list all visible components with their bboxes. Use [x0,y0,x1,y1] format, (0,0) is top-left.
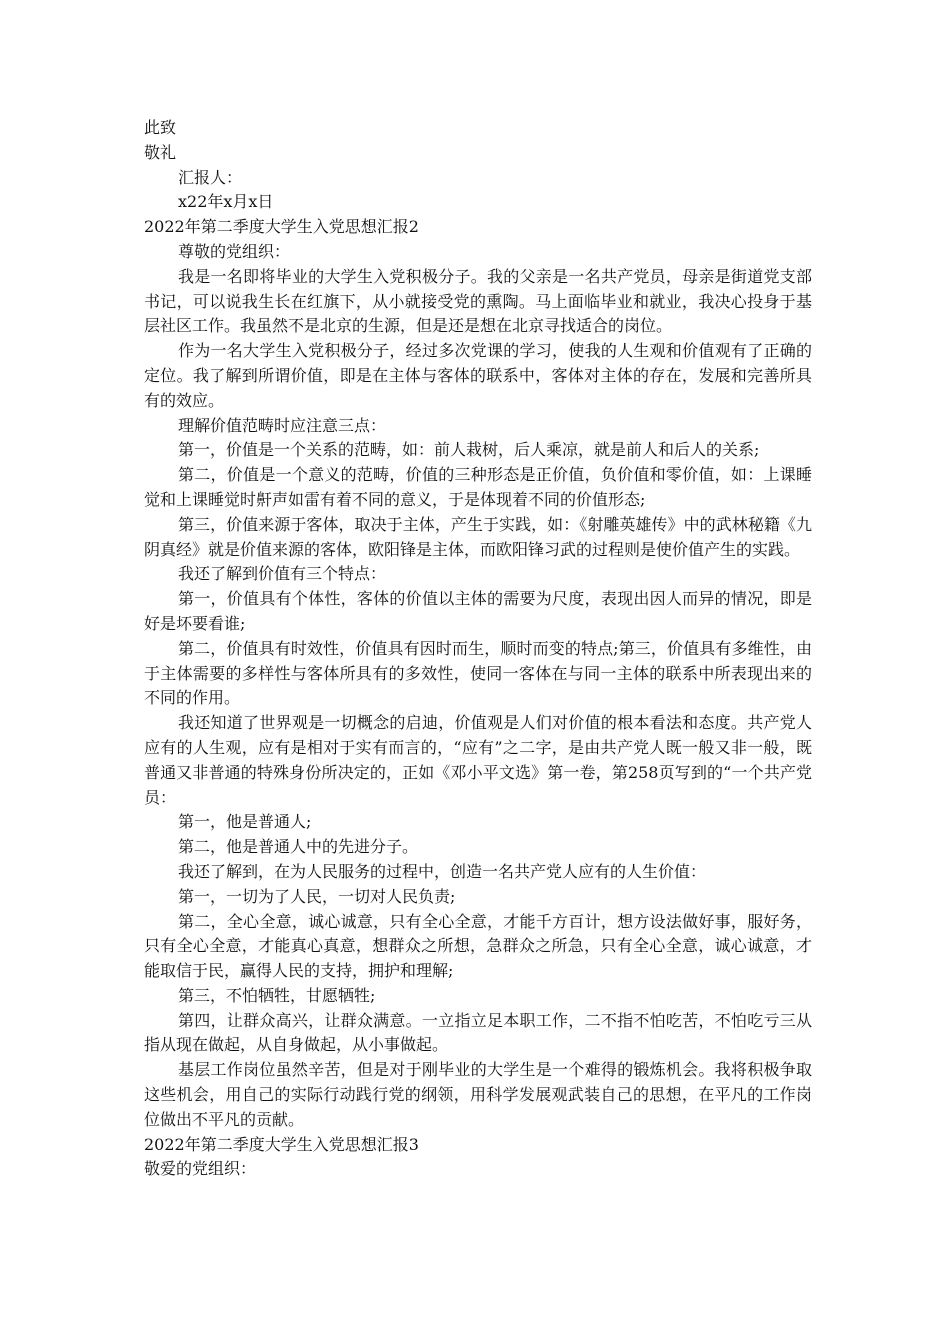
paragraph: 第一，他是普通人; [178,812,312,832]
paragraph: 第四，让群众高兴，让群众满意。一立指立足本职工作，二不指不怕吃苦，不怕吃亏三从指从现在做起，从自身做起，从小事做起。 [144,1010,812,1055]
document-body [144,116,812,1182]
paragraph: 第二，价值是一个意义的范畴，价值的三种形态是正价值，负价值和零价值，如：上课睡觉和上课睡觉时鼾声如雷有着不同的意义，于是体现着不同的价值形态; [144,465,812,509]
paragraph: 第一，价值是一个关系的范畴，如：前人栽树，后人乘凉，就是前人和后人的关系; [178,440,760,460]
report2-title: 2022年第二季度大学生入党思想汇报2 [144,217,419,237]
reporter-label: 汇报人： [178,167,243,187]
report2-salutation: 尊敬的党组织： [178,241,291,261]
paragraph: 基层工作岗位虽然辛苦，但是对于刚毕业的大学生是一个难得的锻炼机会。我将积极争取这些机会，用自己的实际行动践行党的纲领，用科学发展观武装自己的思想，在平凡的工作岗位做出不平凡的贡献。 [144,1060,812,1129]
paragraph: 第三，价值来源于客体，取决于主体，产生于实践，如：《射雕英雄传》中的武林秘籍《九阴真经》就是价值来源的客体，欧阳锋是主体，而欧阳锋习武的过程则是使价值产生的实践。 [144,514,812,559]
closing-line-cizhi: 此致 [144,118,177,137]
paragraph: 第二，全心全意，诚心诚意，只有全心全意，才能千方百计，想方设法做好事，服好务，只有全心全意，才能真心真意，想群众之所想，急群众之所急，只有全心全意，诚心诚意，才能取信于民，赢得人民的支持，拥护和理解; [144,911,812,981]
report3-title: 2022年第二季度大学生入党思想汇报3 [144,1134,419,1154]
paragraph: 第二，价值具有时效性，价值具有因时而生，顺时而变的特点;第三，价值具有多维性，由于主体需要的多样性与客体所具有的多效性，使同一客体在与同一主体的联系中所表现出来的不同的作用。 [144,638,812,708]
report3-salutation: 敬爱的党组织： [144,1159,257,1179]
closing-line-jingli: 敬礼 [144,142,177,162]
report-date: x22年x月x日 [178,192,274,212]
paragraph: 我还了解到价值有三个特点： [178,564,387,584]
paragraph: 我还了解到，在为人民服务的过程中，创造一名共产党人应有的人生价值： [178,861,707,881]
paragraph: 第一，价值具有个体性，客体的价值以主体的需要为尺度，表现出因人而异的情况，即是好是坏要看谁; [144,589,812,633]
paragraph: 我是一名即将毕业的大学生入党积极分子。我的父亲是一名共产党员，母亲是街道党支部书记，可以说我生长在红旗下，从小就接受党的熏陶。马上面临毕业和就业，我决心投身于基层社区工作。我虽然不是北京的生源，但是还是想在北京寻找适合的岗位。 [144,266,812,336]
paragraph: 我还知道了世界观是一切概念的启迪，价值观是人们对价值的根本看法和态度。共产党人应有的人生观，应有是相对于实有而言的，“应有”之二字，是由共产党人既一般又非一般，既普通又非普通的特殊身份所决定的，正如《邓小平文选》第一卷，第258页写到的“一个共产党员： [144,713,812,807]
paragraph: 第一，一切为了人民，一切对人民负责; [178,886,456,906]
paragraph: 第二，他是普通人中的先进分子。 [178,837,419,857]
paragraph: 第三，不怕牺牲，甘愿牺牲; [178,985,376,1005]
paragraph: 理解价值范畴时应注意三点： [178,415,387,435]
paragraph: 作为一名大学生入党积极分子，经过多次党课的学习，使我的人生观和价值观有了正确的定位。我了解到所谓价值，即是在主体与客体的联系中，客体对主体的存在，发展和完善所具有的效应。 [144,341,812,410]
